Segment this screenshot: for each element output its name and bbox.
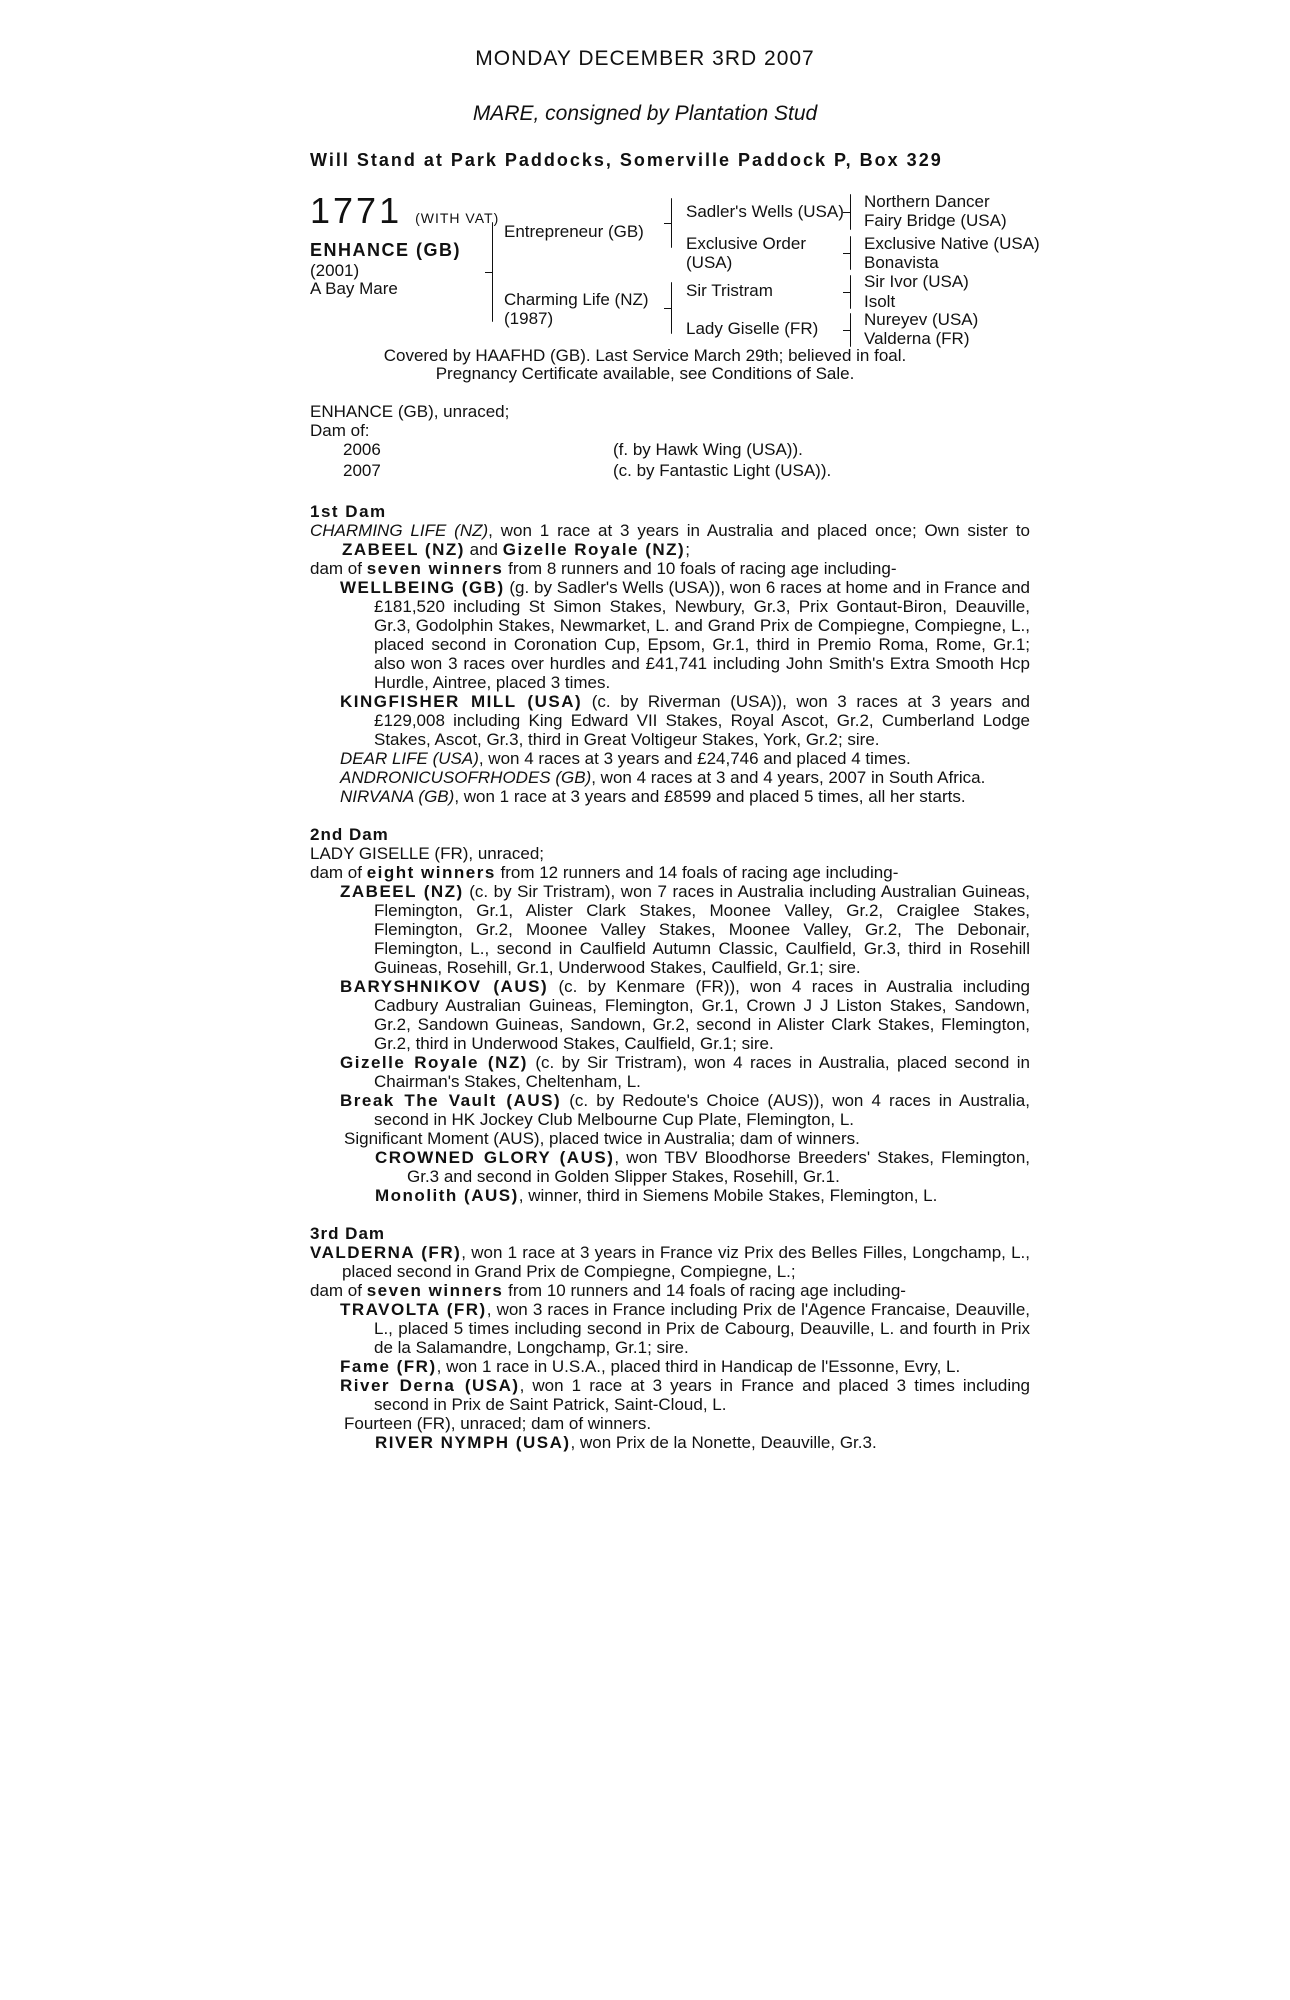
foal-entry: WELLBEING (GB) (g. by Sadler's Wells (USA)), won 6 races at home and in France and £181,520 including St Simon Stakes, Newbury, Gr.3, Prix Gontaut-Biron, Deauville, Gr.3, Godolphin Stakes, Newmarket, L. and Grand Prix de Compiegne, Compiegne, L., placed second in Coronation Cup, Epsom, Gr.1, third in Premio Roma, Rome, Gr.1; also won 3 races over hurdles and £41,741 including John Smith's Extra Smooth Hcp Hurdle, Aintree, placed 3 times. [340, 578, 1030, 692]
pedigree-sdd: Bonavista [864, 253, 939, 272]
produce-year: 2007 [343, 461, 381, 480]
first-dam-name: CHARMING LIFE (NZ) [310, 521, 489, 540]
pedigree-dam-year: (1987) [504, 309, 554, 328]
pedigree-sire: Entrepreneur (GB) [504, 222, 644, 241]
first-dam-record: dam of seven winners from 8 runners and 10 foals of racing age including- [310, 559, 897, 578]
vat-note: (WITH VAT) [415, 210, 500, 226]
pedigree-dss: Sir Ivor (USA) [864, 272, 969, 291]
foal-entry: TRAVOLTA (FR), won 3 races in France including Prix de l'Agence Francaise, Deauville, L., placed 5 times including second in Prix de Cabourg, Deauville, L. and fourth in Prix de la Salamandre, Longchamp, Gr.1; sire. [340, 1300, 1030, 1357]
pedigree-sire-dam: Exclusive Order [686, 234, 806, 253]
stand-location: Will Stand at Park Paddocks, Somerville Paddock P, Box 329 [310, 150, 943, 170]
second-dam-record: dam of eight winners from 12 runners and 14 foals of racing age including- [310, 863, 899, 882]
foal-entry: Fame (FR), won 1 race in U.S.A., placed third in Handicap de l'Essonne, Evry, L. [340, 1357, 961, 1376]
pedigree-dsd: Isolt [864, 292, 896, 311]
produce-detail: (f. by Hawk Wing (USA)). [613, 440, 803, 459]
grand-foal-entry: Monolith (AUS), winner, third in Siemens Mobile Stakes, Flemington, L. [375, 1186, 938, 1205]
grand-foal-entry: RIVER NYMPH (USA), won Prix de la Nonette, Deauville, Gr.3. [375, 1433, 877, 1452]
lot-number [310, 190, 499, 232]
foaling-year: (2001) [310, 261, 360, 280]
pedigree-brace-6 [850, 275, 851, 309]
first-dam-entry: CHARMING LIFE (NZ), won 1 race at 3 years in Australia and placed once; Own sister to ZABEEL (NZ) and Gizelle Royale (NZ); [310, 521, 1030, 559]
pedigree-dam-sire: Sir Tristram [686, 281, 773, 300]
pedigree-sss: Northern Dancer [864, 192, 990, 211]
foal-entry: River Derna (USA), won 1 race at 3 years in France and placed 3 times including second in Prix de Saint Patrick, Saint-Cloud, L. [340, 1376, 1031, 1414]
foal-entry: Break The Vault (AUS) (c. by Redoute's Choice (AUS)), won 4 races in Australia, second in HK Jockey Club Melbourne Cup Plate, Flemington, L. [340, 1091, 1030, 1129]
sibling-name: ZABEEL (NZ) [342, 540, 465, 559]
pedigree-notes [310, 502, 1030, 1452]
foal-entry: Fourteen (FR), unraced; dam of winners. [344, 1414, 652, 1433]
pregnancy-note: Pregnancy Certificate available, see Conditions of Sale. [435, 364, 855, 383]
foal-entry: NIRVANA (GB), won 1 race at 3 years and £8599 and placed 5 times, all her starts. [340, 787, 966, 806]
foal-entry: ZABEEL (NZ) (c. by Sir Tristram), won 7 races in Australia including Australian Guineas, Flemington, Gr.1, Alister Clark Stakes, Moonee Valley, Gr.2, Craiglee Stakes, Flemington, Gr.2, Moonee Valley Stakes, Moonee Valley, Gr.2, The Debonair, Flemington, L., second in Caulfield Autumn Classic, Caulfield, Gr.3, third in Rosehill Guineas, Rosehill, Gr.1, Underwood Stakes, Caulfield, Gr.1; sire. [340, 882, 1030, 977]
covered-note: Covered by HAAFHD (GB). Last Service March 29th; believed in foal. [383, 346, 907, 365]
pedigree-brace-4 [850, 194, 851, 230]
pedigree-brace-1 [492, 222, 493, 322]
third-dam-entry: VALDERNA (FR), won 1 race at 3 years in France viz Prix des Belles Filles, Longchamp, L., placed second in Grand Prix de Compiegne, Compiegne, L.; [310, 1243, 1030, 1281]
pedigree-dam-dam: Lady Giselle (FR) [686, 319, 819, 338]
third-dam-record: dam of seven winners from 10 runners and 14 foals of racing age including- [310, 1281, 906, 1300]
lot-number-value: 1771 [310, 190, 403, 231]
pedigree-sds: Exclusive Native (USA) [864, 234, 1040, 253]
second-dam-heading: 2nd Dam [310, 825, 389, 844]
produce-detail: (c. by Fantastic Light (USA)). [613, 461, 832, 480]
produce-dam-of: Dam of: [310, 421, 370, 440]
horse-name: ENHANCE (GB) [310, 240, 461, 260]
pedigree-sire-dam-country: (USA) [686, 253, 733, 272]
foal-entry: ANDRONICUSOFRHODES (GB), won 4 races at 3 and 4 years, 2007 in South Africa. [340, 768, 986, 787]
grand-foal-entry: CROWNED GLORY (AUS), won TBV Bloodhorse Breeders' Stakes, Flemington, Gr.3 and second in Golden Slipper Stakes, Rosehill, Gr.1. [375, 1148, 1030, 1186]
foal-entry: DEAR LIFE (USA), won 4 races at 3 years and £24,746 and placed 4 times. [340, 749, 911, 768]
consignment-line: MARE, consigned by Plantation Stud [472, 102, 818, 125]
third-dam-heading: 3rd Dam [310, 1224, 386, 1243]
foal-entry: Gizelle Royale (NZ) (c. by Sir Tristram), won 4 races in Australia, placed second in Chairman's Stakes, Cheltenham, L. [340, 1053, 1030, 1091]
sale-date: MONDAY DECEMBER 3RD 2007 [475, 47, 815, 70]
pedigree-dam: Charming Life (NZ) [504, 290, 649, 309]
pedigree-ddd: Valderna (FR) [864, 329, 970, 348]
pedigree-brace-7 [850, 313, 851, 347]
pedigree-brace-2 [671, 198, 672, 248]
first-dam-heading: 1st Dam [310, 502, 387, 521]
pedigree-ssd: Fairy Bridge (USA) [864, 211, 1007, 230]
foal-entry: BARYSHNIKOV (AUS) (c. by Kenmare (FR)), won 4 races in Australia including Cadbury Australian Guineas, Flemington, Gr.1, Crown J J Liston Stakes, Sandown, Gr.2, Sandown Guineas, Sandown, Gr.2, second in Alister Clark Stakes, Flemington, Gr.2, third in Underwood Stakes, Caulfield, Gr.1; sire. [340, 977, 1030, 1053]
second-dam-intro: LADY GISELLE (FR), unraced; [310, 844, 545, 863]
pedigree-brace-3 [671, 282, 672, 334]
sibling-name: Gizelle Royale (NZ) [502, 540, 686, 559]
produce-year: 2006 [343, 440, 381, 459]
produce-intro: ENHANCE (GB), unraced; [310, 402, 510, 421]
pedigree-sire-sire: Sadler's Wells (USA) [686, 202, 844, 221]
foal-entry: KINGFISHER MILL (USA) (c. by Riverman (USA)), won 3 races at 3 years and £129,008 including King Edward VII Stakes, Royal Ascot, Gr.2, Cumberland Lodge Stakes, Ascot, Gr.3, third in Great Voltigeur Stakes, York, Gr.2; sire. [340, 692, 1030, 749]
horse-description: A Bay Mare [310, 279, 398, 298]
pedigree-dds: Nureyev (USA) [864, 310, 979, 329]
pedigree-brace-5 [850, 236, 851, 270]
foal-entry: Significant Moment (AUS), placed twice in Australia; dam of winners. [344, 1129, 860, 1148]
